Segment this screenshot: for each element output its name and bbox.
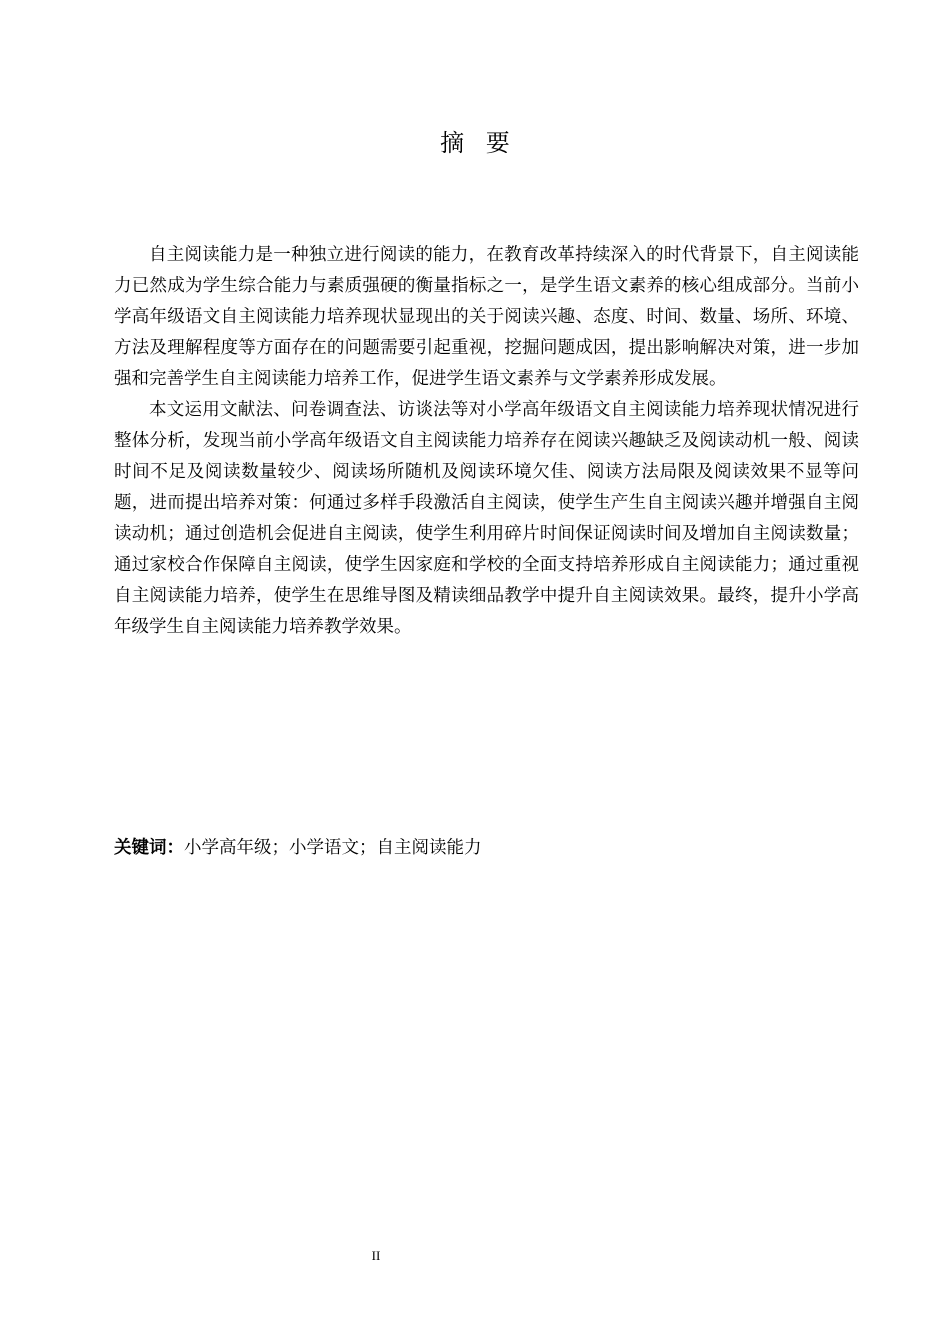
keywords-label: 关键词：: [114, 838, 184, 858]
keywords-value: 小学高年级；小学语文；自主阅读能力: [184, 838, 482, 858]
page-number: II: [371, 1248, 381, 1263]
abstract-paragraph-2: 本文运用文献法、问卷调查法、访谈法等对小学高年级语文自主阅读能力培养现状情况进行整体分析，发现当前小学高年级语文自主阅读能力培养存在阅读兴趣缺乏及阅读动机一般、阅读时间不足及阅读数量较少、阅读场所随机及阅读环境欠佳、阅读方法局限及阅读效果不显等问题，进而提出培养对策：何通过多样手段激活自主阅读，使学生产生自主阅读兴趣并增强自主阅读动机；通过创造机会促进自主阅读，使学生利用碎片时间保证阅读时间及增加自主阅读数量；通过家校合作保障自主阅读，使学生因家庭和学校的全面支持培养形成自主阅读能力；通过重视自主阅读能力培养，使学生在思维导图及精读细品教学中提升自主阅读效果。最终，提升小学高年级学生自主阅读能力培养教学效果。: [114, 400, 859, 637]
page-title: 摘 要: [440, 129, 510, 157]
keywords-line: [114, 833, 482, 864]
abstract-body: [114, 240, 859, 643]
abstract-paragraph-1: 自主阅读能力是一种独立进行阅读的能力，在教育改革持续深入的时代背景下，自主阅读能力已然成为学生综合能力与素质强硬的衡量指标之一，是学生语文素养的核心组成部分。当前小学高年级语文自主阅读能力培养现状显现出的关于阅读兴趣、态度、时间、数量、场所、环境、方法及理解程度等方面存在的问题需要引起重视，挖掘问题成因，提出影响解决对策，进一步加强和完善学生自主阅读能力培养工作，促进学生语文素养与文学素养形成发展。: [114, 245, 859, 389]
